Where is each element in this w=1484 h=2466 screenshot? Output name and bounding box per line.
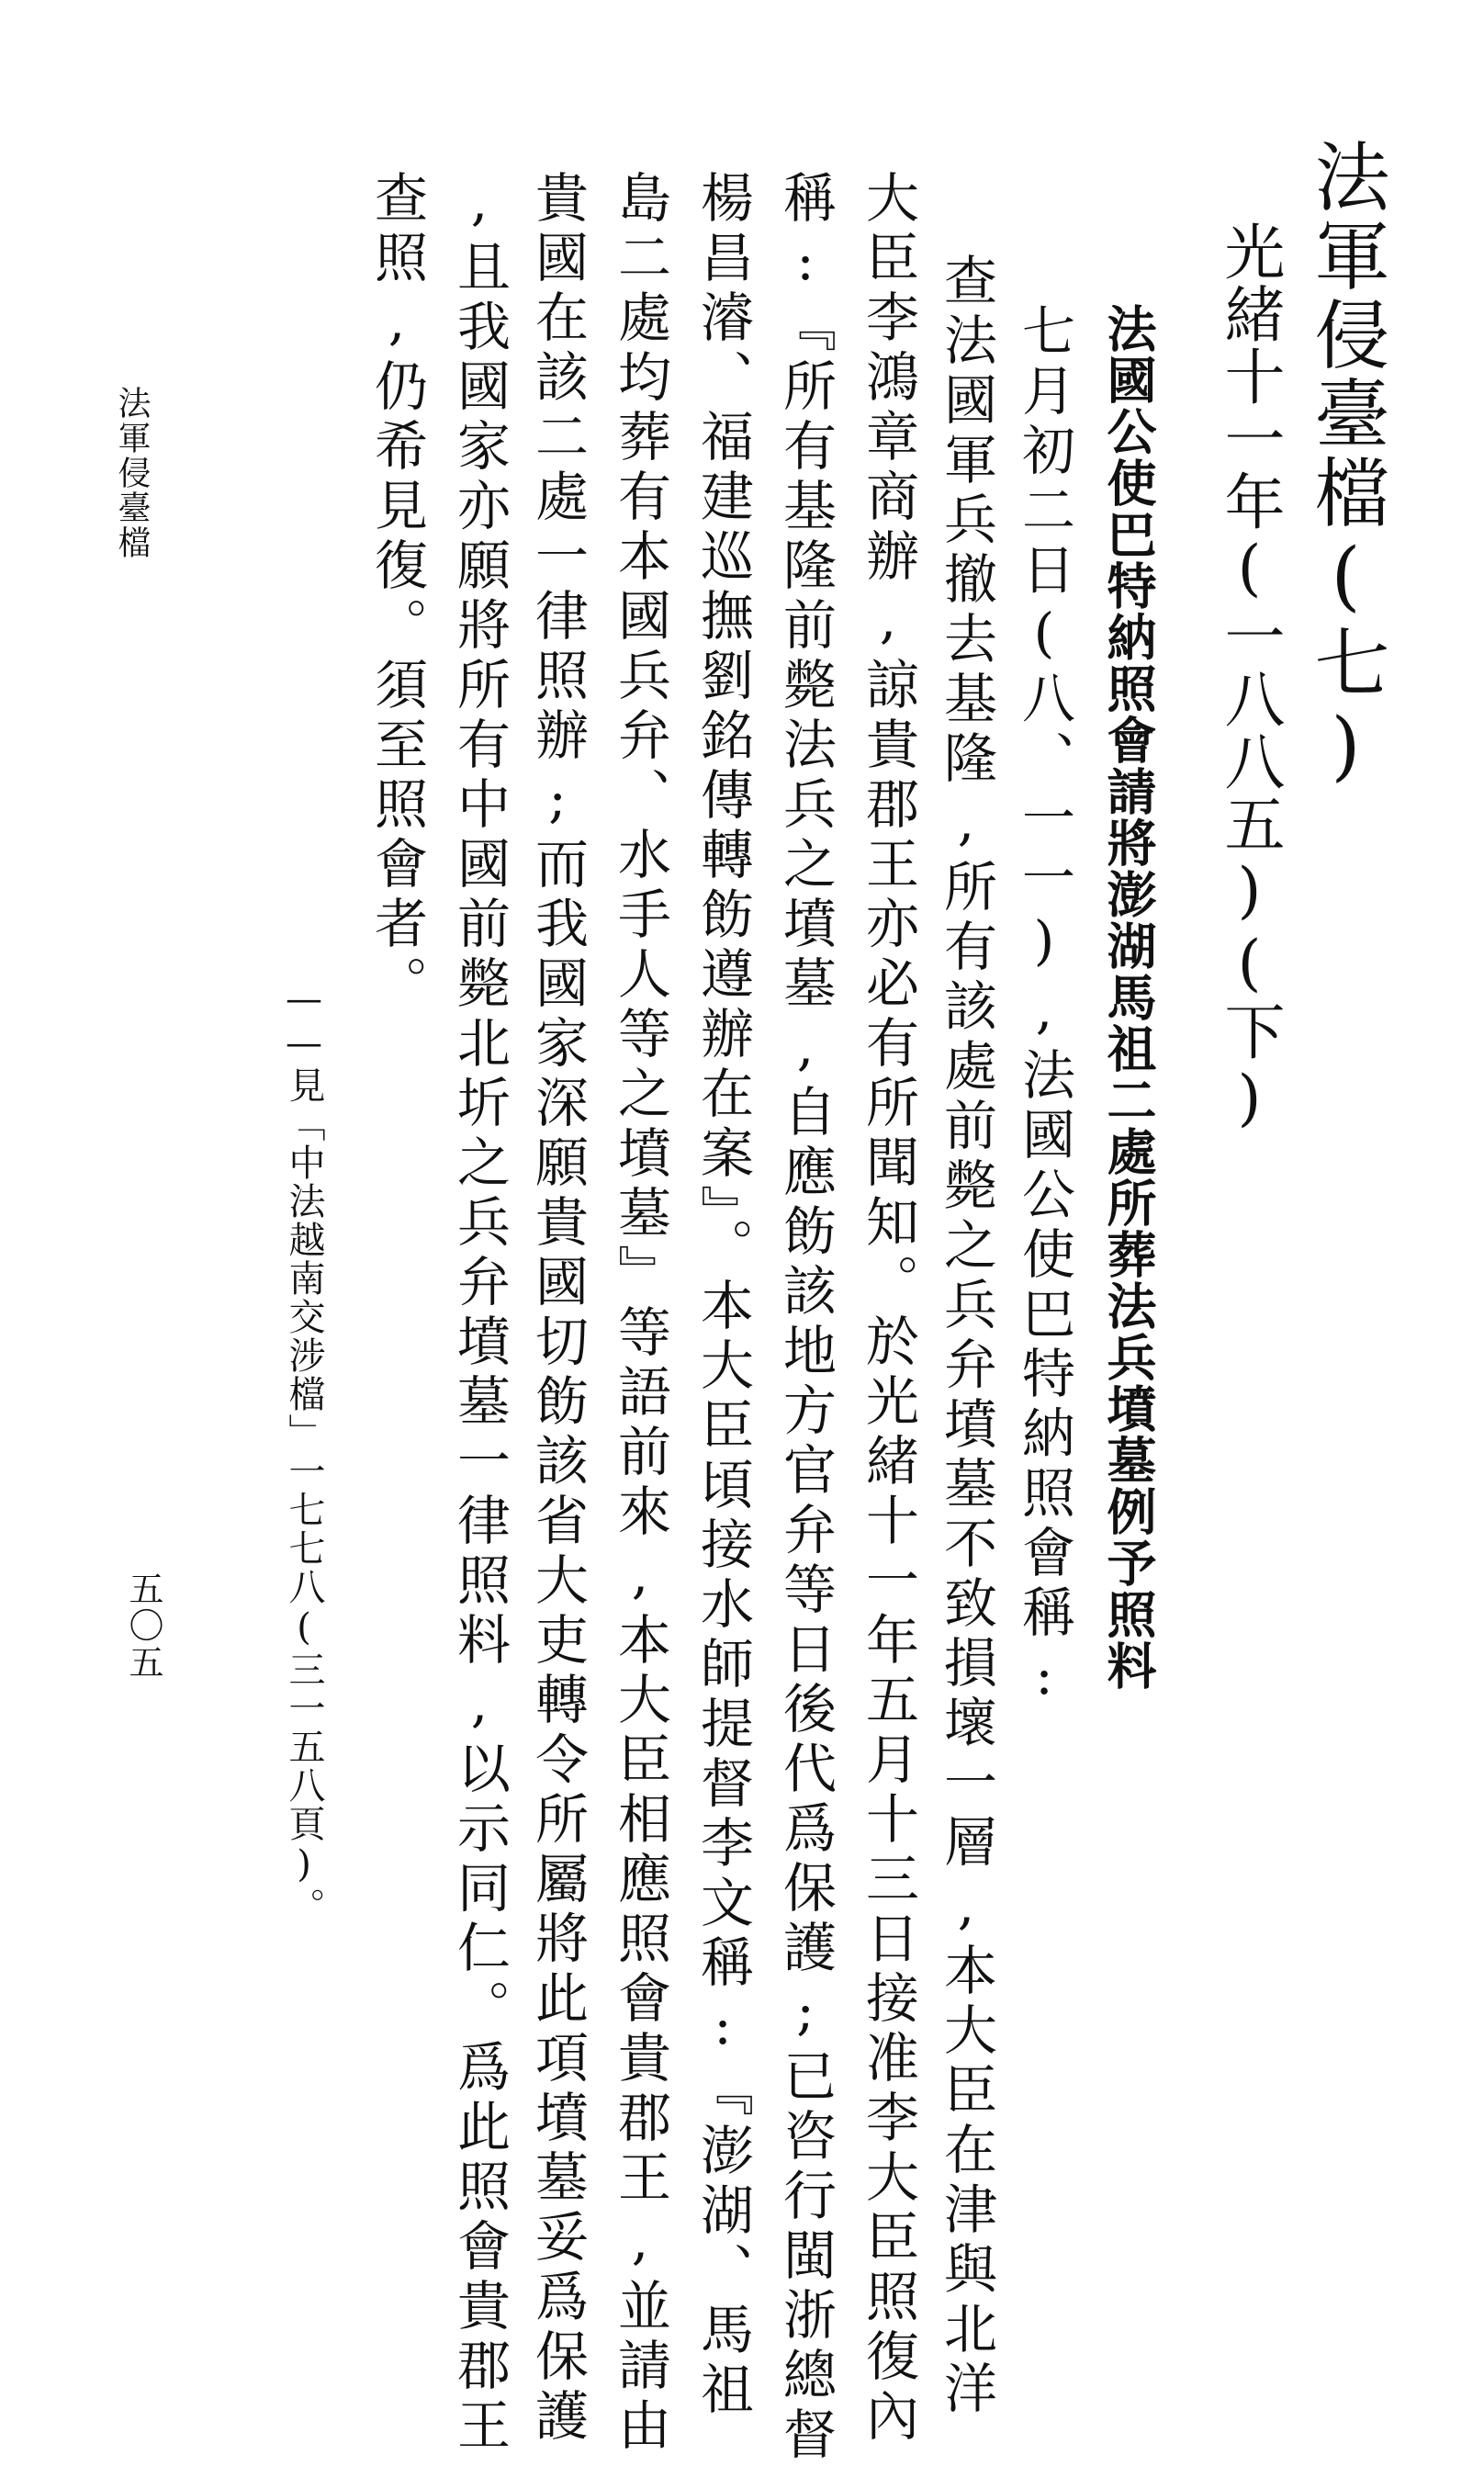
body-column-6: 島二處均葬有本國兵弁、水手人等之墳墓』等語前來,本大臣相應照會貴郡王,並請由 [609, 170, 671, 2457]
document-heading: 法國公使巴特納照會請將澎湖馬祖二處所葬法兵墳墓例予照料 [1099, 303, 1158, 1692]
source-citation: ——見「中法越南交涉檔」一七七八(三一五八頁)。 [283, 978, 325, 1926]
body-column-5: 楊昌濬、福建巡撫劉銘傳轉飭遵辦在案』。本大臣頃接水師提督李文稱:『澎湖、馬祖 [691, 170, 754, 2421]
page-number: 五〇五 [123, 1571, 163, 1681]
body-column-1: 七月初二日(八、一一),法國公使巴特納照會稱: [1013, 303, 1075, 1713]
body-column-7: 貴國在該二處一律照辦;而我國家深願貴國切飭該省大吏轉令所屬將此項墳墓妥爲保護 [526, 170, 589, 2448]
body-column-9: 查照,仍希見復。須至照會者。 [365, 170, 428, 1015]
running-head: 法軍侵臺檔 [113, 386, 151, 560]
body-column-3: 大臣李鴻章商辦,諒貴郡王亦必有所聞知。於光緒十一年五月十三日接准李大臣照復內 [857, 170, 919, 2448]
section-title: 光緒十一年(一八八五)(下) [1214, 220, 1285, 1135]
book-title: 法軍侵臺檔(七) [1302, 138, 1389, 794]
body-column-8: ,且我國家亦願將所有中國前斃北圻之兵弁墳墓一律照料,以示同仁。爲此照會貴郡王 [448, 170, 511, 2457]
body-column-2: 查法國軍兵撤去基隆,所有該處前斃之兵弁墳墓不致損壞一層,本大臣在津與北洋 [935, 253, 997, 2420]
body-column-4: 稱:『所有基隆前斃法兵之墳墓,自應飭該地方官弁等日後代爲保護;已咨行閩浙總督 [774, 170, 837, 2466]
